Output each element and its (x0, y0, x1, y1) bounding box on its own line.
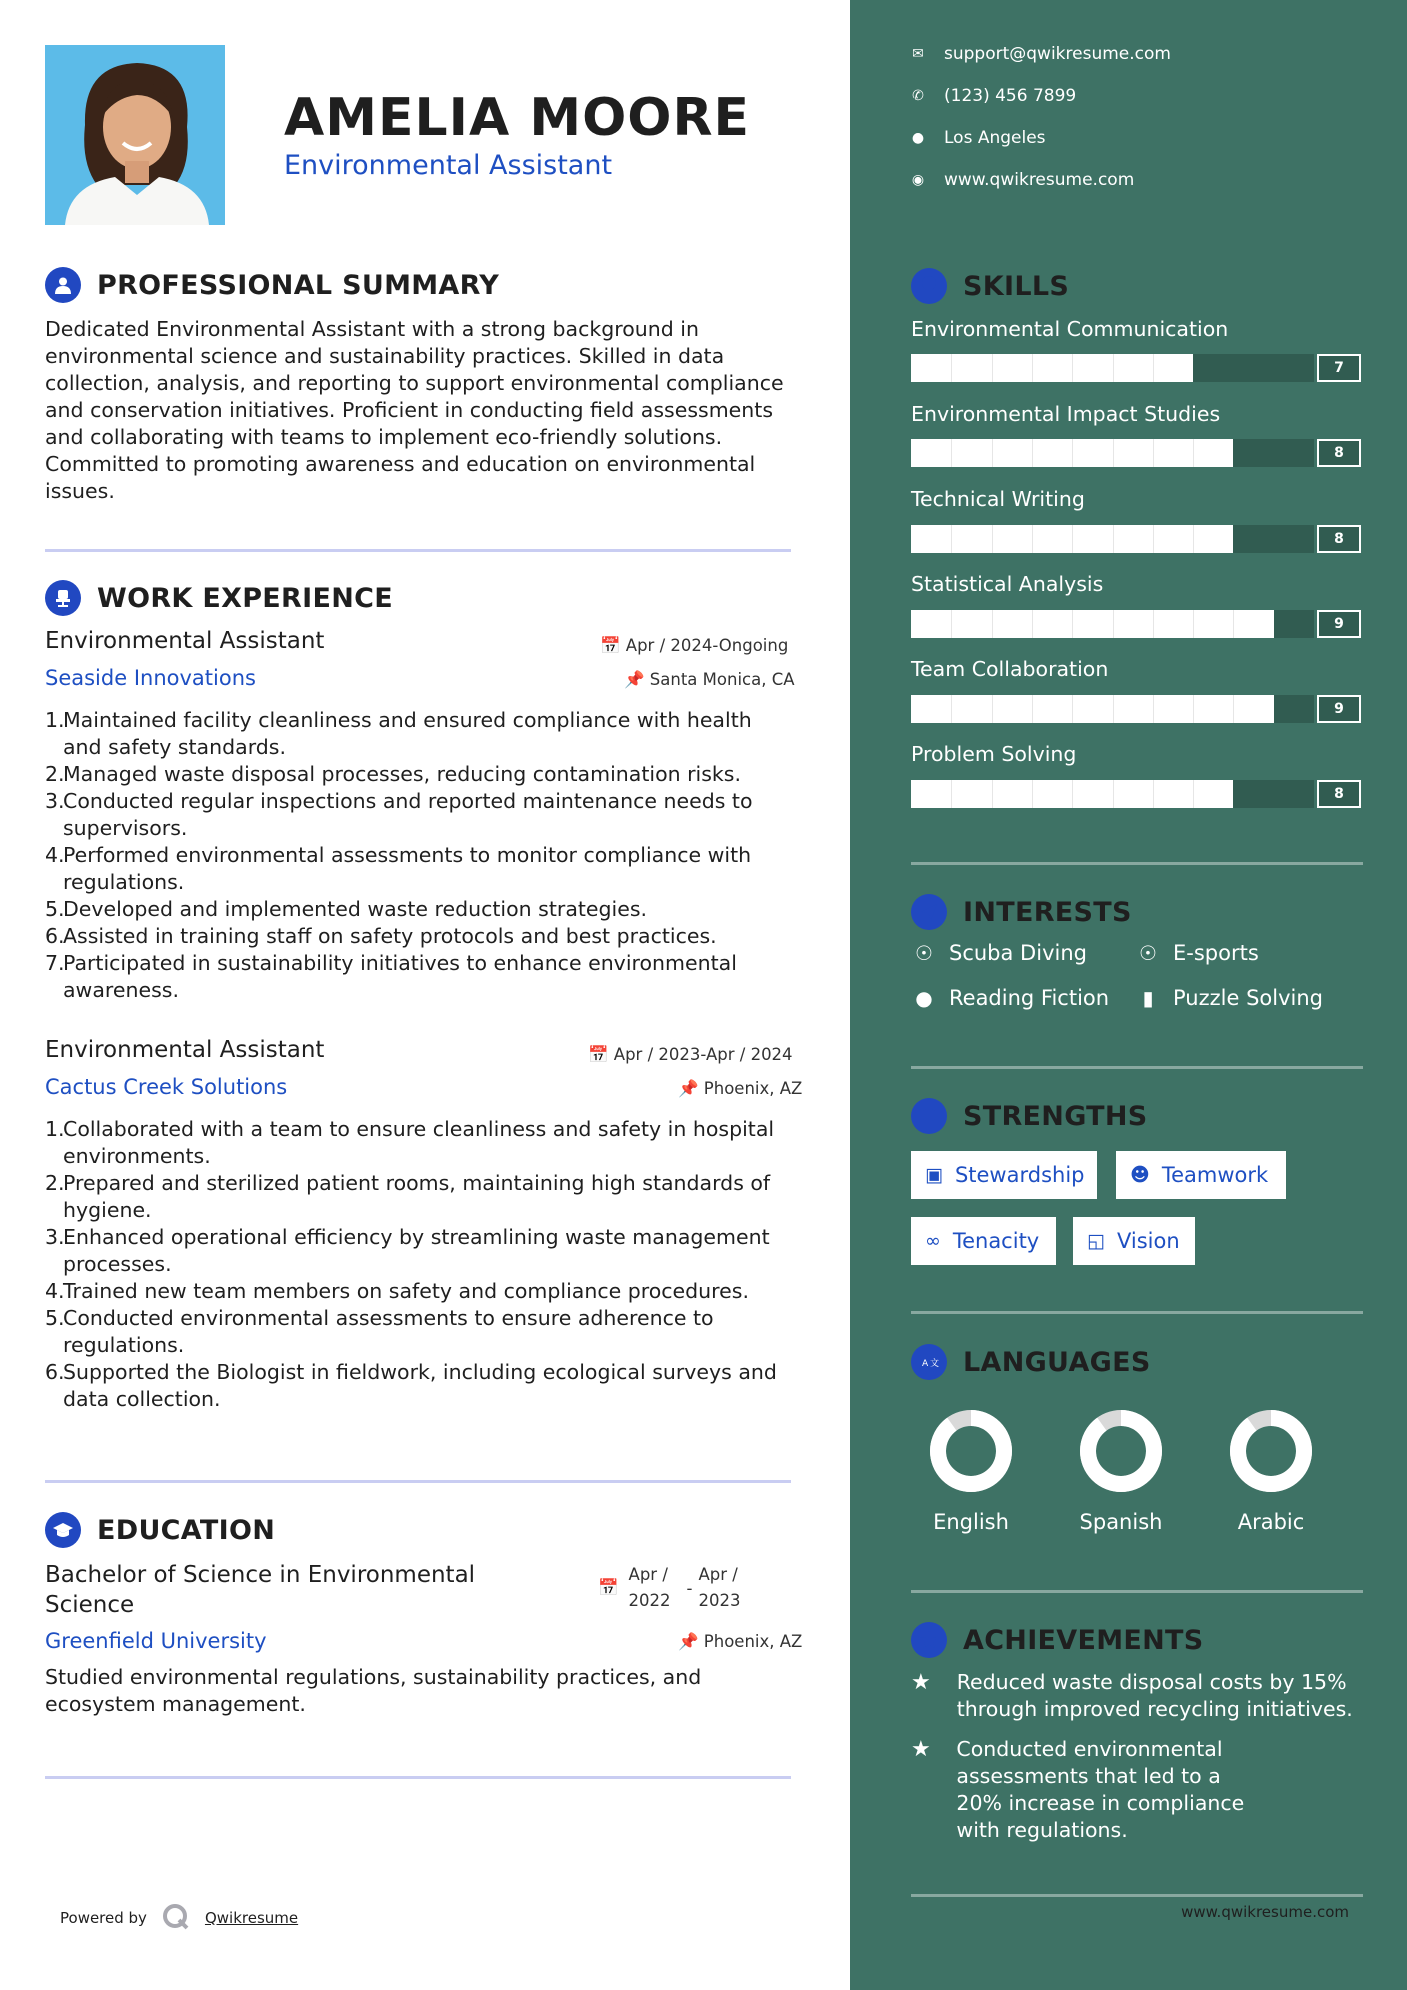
skill-segment (1032, 695, 1033, 723)
interest-item: ▮ Puzzle Solving (1135, 986, 1323, 1010)
education-heading (45, 1512, 275, 1548)
skills-title: SKILLS (963, 270, 1070, 302)
svg-text:A: A (922, 1359, 929, 1369)
binoculars-icon: ◱ (1087, 1230, 1105, 1252)
skill-bar (911, 780, 1314, 808)
list-item: 3. Enhanced operational efficiency by streamlining waste management processes. (45, 1225, 770, 1276)
skill-segment (1113, 780, 1114, 808)
skill-bar (911, 439, 1314, 467)
pin-icon: 📌 (624, 670, 645, 689)
envelope-icon: ✉ (912, 46, 924, 62)
skill-segment (1153, 695, 1154, 723)
language-donut (1229, 1409, 1313, 1493)
interest-item: ☉ E-sports (1135, 941, 1259, 965)
job-location: 📌 Santa Monica, CA (624, 670, 795, 689)
language-label: Spanish (1079, 1510, 1163, 1534)
star-icon: ★ (911, 1670, 931, 1695)
skill-segment (1032, 780, 1033, 808)
skill-segment (1153, 780, 1154, 808)
link-icon: ∞ (925, 1230, 941, 1252)
briefcase-icon: ▣ (925, 1164, 943, 1186)
interests-title: INTERESTS (963, 896, 1132, 928)
skill-segment (992, 610, 993, 638)
interest-item: ☉ Scuba Diving (911, 941, 1087, 965)
powered-by (60, 1902, 298, 1934)
svg-text:文: 文 (930, 1359, 940, 1369)
section-divider (45, 549, 791, 552)
strength-chip: ∞ Tenacity (911, 1217, 1056, 1265)
life-ring-icon: ☉ (915, 941, 933, 965)
skill-segment (1233, 610, 1234, 638)
skill-level: 9 (1317, 695, 1361, 723)
achievements-heading (911, 1622, 1204, 1658)
experience-heading (45, 580, 393, 616)
strengths-title: STRENGTHS (963, 1100, 1148, 1132)
powered-by-label: Powered by (60, 1909, 147, 1927)
skill-segment (1072, 439, 1073, 467)
skill-bar (911, 525, 1314, 553)
job-dates: 📅 Apr / 2024-Ongoing (600, 636, 789, 655)
star-icon: ★ (911, 1737, 931, 1762)
contact-email[interactable]: ✉ support@qwikresume.com (910, 44, 1171, 64)
book-icon: ▮ (1142, 986, 1154, 1010)
list-item: 6. Supported the Biologist in fieldwork, including ecological surveys and data collection. (45, 1360, 777, 1411)
skill-segment (1193, 439, 1194, 467)
skill-label: Problem Solving (911, 742, 1077, 766)
candidate-name: AMELIA MOORE (284, 88, 751, 148)
skill-segment (1032, 354, 1033, 382)
calendar-icon: 📅 (588, 1045, 609, 1064)
skill-segment (951, 780, 952, 808)
fist-icon (911, 1098, 947, 1134)
skill-segment (1032, 525, 1033, 553)
lightbulb-icon (911, 268, 947, 304)
contact-website[interactable]: ◉ www.qwikresume.com (911, 170, 1135, 190)
list-item: 7. Participated in sustainability initiatives to enhance environmental awareness. (45, 951, 737, 1002)
section-divider (911, 1590, 1363, 1593)
list-item: 2. Prepared and sterilized patient rooms, maintaining high standards of hygiene. (45, 1171, 771, 1222)
skill-level: 8 (1317, 439, 1361, 467)
skill-segment (1153, 525, 1154, 553)
contact-location: ● Los Angeles (911, 128, 1046, 148)
donut-fill (1088, 1418, 1154, 1484)
skill-label: Statistical Analysis (911, 572, 1104, 596)
users-icon: ☻ (1130, 1164, 1150, 1186)
skill-segment (1153, 354, 1154, 382)
skill-label: Team Collaboration (911, 657, 1109, 681)
job-bullets (45, 707, 795, 1004)
translate-icon (911, 1344, 947, 1380)
skill-segment (951, 610, 952, 638)
list-item: 1. Collaborated with a team to ensure cleanliness and safety in hospital environments. (45, 1117, 775, 1168)
skill-segment (1153, 439, 1154, 467)
calendar-icon: 📅 (598, 1578, 619, 1597)
section-divider (911, 1311, 1363, 1314)
skill-segment (1113, 439, 1114, 467)
job-dates: 📅 Apr / 2023-Apr / 2024 (588, 1045, 793, 1064)
skill-segment (1072, 780, 1073, 808)
qwikresume-logo-icon (161, 1902, 191, 1934)
skill-segment (1072, 695, 1073, 723)
experience-title: WORK EXPERIENCE (97, 582, 393, 614)
footer-website[interactable]: www.qwikresume.com (1181, 1903, 1349, 1921)
skill-segment (1072, 525, 1073, 553)
skill-segment (1233, 695, 1234, 723)
section-divider (911, 862, 1363, 865)
list-item: 1. Maintained facility cleanliness and ensured compliance with health and safety standards. (45, 708, 752, 759)
skill-segment (1032, 610, 1033, 638)
list-item: 6. Assisted in training staff on safety protocols and best practices. (45, 924, 717, 948)
skill-segment (1113, 610, 1114, 638)
skill-segment (951, 439, 952, 467)
education-description: Studied environmental regulations, sustainability practices, and ecosystem management. (45, 1665, 702, 1716)
skill-segment (1113, 695, 1114, 723)
job-company: Cactus Creek Solutions (45, 1075, 288, 1099)
skill-label: Environmental Impact Studies (911, 402, 1221, 426)
skill-segment (992, 695, 993, 723)
skill-fill (911, 610, 1274, 638)
skill-fill (911, 354, 1193, 382)
skill-segment (951, 354, 952, 382)
list-item: 5. Developed and implemented waste reduction strategies. (45, 897, 648, 921)
job-bullets (45, 1116, 795, 1413)
degree-title: Bachelor of Science in Environmental Science (45, 1562, 476, 1618)
language-donut (1079, 1409, 1163, 1493)
interest-item: ● Reading Fiction (911, 986, 1109, 1010)
languages-heading (911, 1344, 1151, 1380)
strength-chip: ☻ Teamwork (1116, 1151, 1286, 1199)
skill-segment (951, 525, 952, 553)
skill-segment (992, 780, 993, 808)
language-label: Arabic (1237, 1510, 1305, 1534)
achievements-title: ACHIEVEMENTS (963, 1624, 1204, 1656)
skill-segment (992, 354, 993, 382)
section-divider (45, 1480, 791, 1483)
map-marker-icon: ● (911, 130, 925, 146)
skill-label: Technical Writing (911, 487, 1085, 511)
section-divider (911, 1066, 1363, 1069)
language-label: English (933, 1510, 1009, 1534)
skill-segment (1113, 525, 1114, 553)
skill-level: 7 (1317, 354, 1361, 382)
calendar-icon: 📅 (600, 636, 621, 655)
skill-segment (1072, 354, 1073, 382)
skill-bar (911, 610, 1314, 638)
strengths-heading (911, 1098, 1148, 1134)
interests-heading (911, 894, 1132, 930)
education-title: EDUCATION (97, 1514, 276, 1546)
pin-icon: 📌 (678, 1632, 699, 1651)
skill-segment (1113, 354, 1114, 382)
job-location: 📌 Phoenix, AZ (678, 1079, 803, 1098)
candidate-role: Environmental Assistant (284, 150, 613, 181)
strength-chip: ▣ Stewardship (911, 1151, 1097, 1199)
achievement-item: ★ Conducted environmental assessments that led to a 20% increase in compliance with regulations. (911, 1737, 1245, 1842)
graduation-cap-icon (45, 1512, 81, 1548)
job-company: Seaside Innovations (45, 666, 256, 690)
skill-level: 9 (1317, 610, 1361, 638)
star-badge-icon (911, 1622, 947, 1658)
summary-title: PROFESSIONAL SUMMARY (97, 269, 500, 301)
chair-icon (45, 580, 81, 616)
summary-text: Dedicated Environmental Assistant with a strong background in environmental science and sustainability practices. Skilled in data collection, analysis, and reporting to support environmental compliance and conservation initiatives. Proficient in conducting field assessments and collaborating with teams to implement eco-friendly solutions. Committed to promoting awareness and education on environmental issues. (45, 317, 784, 503)
skill-segment (1193, 780, 1194, 808)
skill-segment (992, 525, 993, 553)
list-item: 4. Trained new team members on safety and compliance procedures. (45, 1279, 749, 1303)
skill-level: 8 (1317, 525, 1361, 553)
languages-title: LANGUAGES (963, 1346, 1151, 1378)
skill-segment (951, 695, 952, 723)
section-divider (45, 1776, 791, 1779)
section-divider (911, 1894, 1363, 1897)
skill-bar (911, 354, 1314, 382)
school-name: Greenfield University (45, 1629, 267, 1653)
gamepad-icon: ● (915, 986, 933, 1010)
phone-icon: ✆ (912, 88, 924, 104)
list-item: 3. Conducted regular inspections and reported maintenance needs to supervisors. (45, 789, 753, 840)
skill-segment (1072, 610, 1073, 638)
skill-segment (1032, 439, 1033, 467)
list-item: 2. Managed waste disposal processes, reducing contamination risks. (45, 762, 742, 786)
pin-icon: 📌 (678, 1079, 699, 1098)
donut-fill (938, 1418, 1004, 1484)
donut-fill (1238, 1418, 1304, 1484)
job-title: Environmental Assistant (45, 1037, 325, 1063)
skills-heading (911, 268, 1069, 304)
skill-segment (1193, 525, 1194, 553)
skill-segment (1193, 610, 1194, 638)
list-item: 4. Performed environmental assessments to monitor compliance with regulations. (45, 843, 752, 894)
skill-segment (1153, 610, 1154, 638)
contact-phone[interactable]: ✆ (123) 456 7899 (910, 86, 1076, 106)
skill-segment (1193, 695, 1194, 723)
paper-plane-icon (911, 894, 947, 930)
skill-bar (911, 695, 1314, 723)
skill-level: 8 (1317, 780, 1361, 808)
achievement-item: ★ Reduced waste disposal costs by 15% through improved recycling initiatives. (911, 1670, 1353, 1721)
user-icon (45, 267, 81, 303)
list-item: 5. Conducted environmental assessments to ensure adherence to regulations. (45, 1306, 714, 1357)
skill-segment (992, 439, 993, 467)
brand-link[interactable]: Qwikresume (204, 1909, 299, 1927)
summary-heading (45, 267, 499, 303)
education-dates: 📅 Apr / 2022 - Apr / 2023 (598, 1565, 741, 1610)
education-location: 📌 Phoenix, AZ (678, 1632, 803, 1651)
life-ring-icon: ☉ (1139, 941, 1157, 965)
skill-label: Environmental Communication (911, 317, 1229, 341)
profile-photo (45, 45, 225, 225)
skill-fill (911, 695, 1274, 723)
job-title: Environmental Assistant (45, 628, 325, 654)
language-donut (929, 1409, 1013, 1493)
strength-chip: ◱ Vision (1073, 1217, 1195, 1265)
globe-icon: ◉ (911, 172, 925, 188)
